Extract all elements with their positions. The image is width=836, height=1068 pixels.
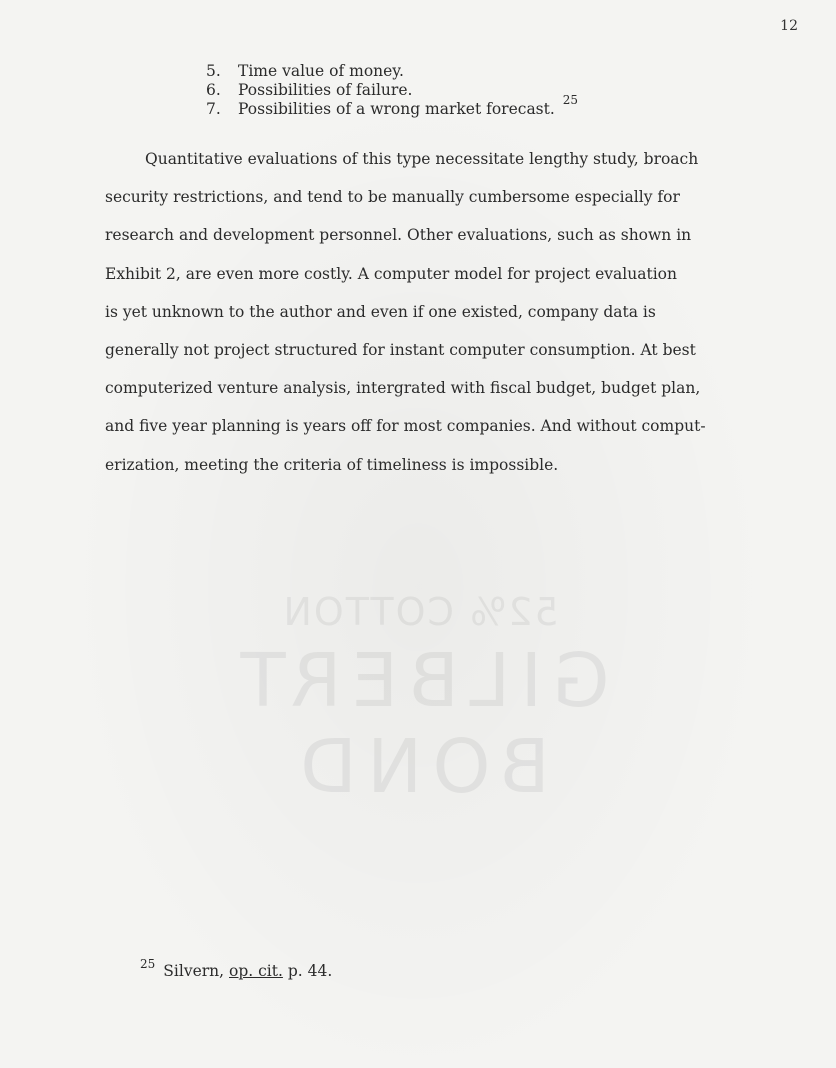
body-paragraph [105, 140, 765, 484]
watermark-cotton: 52% COTTON [281, 590, 559, 634]
paragraph-line: computerized venture analysis, intergrated with fiscal budget, budget plan, [105, 379, 701, 398]
list-item-text: Possibilities of failure. [238, 81, 413, 99]
footnote-citation: op. cit. [229, 962, 283, 980]
paragraph-line: generally not project structured for instant computer consumption. At best [105, 341, 696, 360]
footnote-mark: 25 [140, 957, 156, 971]
footnote-reference: 25 [562, 93, 579, 107]
footnote-author: Silvern, [163, 962, 225, 980]
list-item-text: Possibilities of a wrong market forecast. [238, 100, 555, 118]
paper-watermark [100, 590, 740, 810]
paragraph-line: erization, meeting the criteria of timeliness is impossible. [105, 455, 559, 474]
paragraph-line: is yet unknown to the author and even if one existed, company data is [105, 302, 656, 321]
list-item-number: 5. [206, 62, 221, 80]
list-item-text: Time value of money. [238, 62, 404, 80]
list-item [206, 62, 578, 81]
footnote-page: p. 44. [287, 962, 333, 980]
paragraph-line: Quantitative evaluations of this type necessitate lengthy study, broach [145, 150, 699, 168]
list-item [206, 93, 579, 120]
watermark-brand: GILBERT BOND [230, 638, 610, 810]
page-number: 12 [780, 18, 798, 34]
list-item-number: 6. [206, 81, 221, 99]
paragraph-line: research and development personnel. Other evaluations, such as shown in [105, 226, 692, 245]
footnote [140, 957, 333, 980]
paragraph-line: security restrictions, and tend to be manually cumbersome especially for [105, 188, 680, 207]
paragraph-line: and five year planning is years off for most companies. And without comput- [105, 417, 706, 436]
list-item [206, 81, 578, 100]
list-item-number: 7. [206, 100, 221, 118]
paragraph-line: Exhibit 2, are even more costly. A computer model for project evaluation [105, 264, 677, 283]
numbered-list [206, 62, 578, 120]
